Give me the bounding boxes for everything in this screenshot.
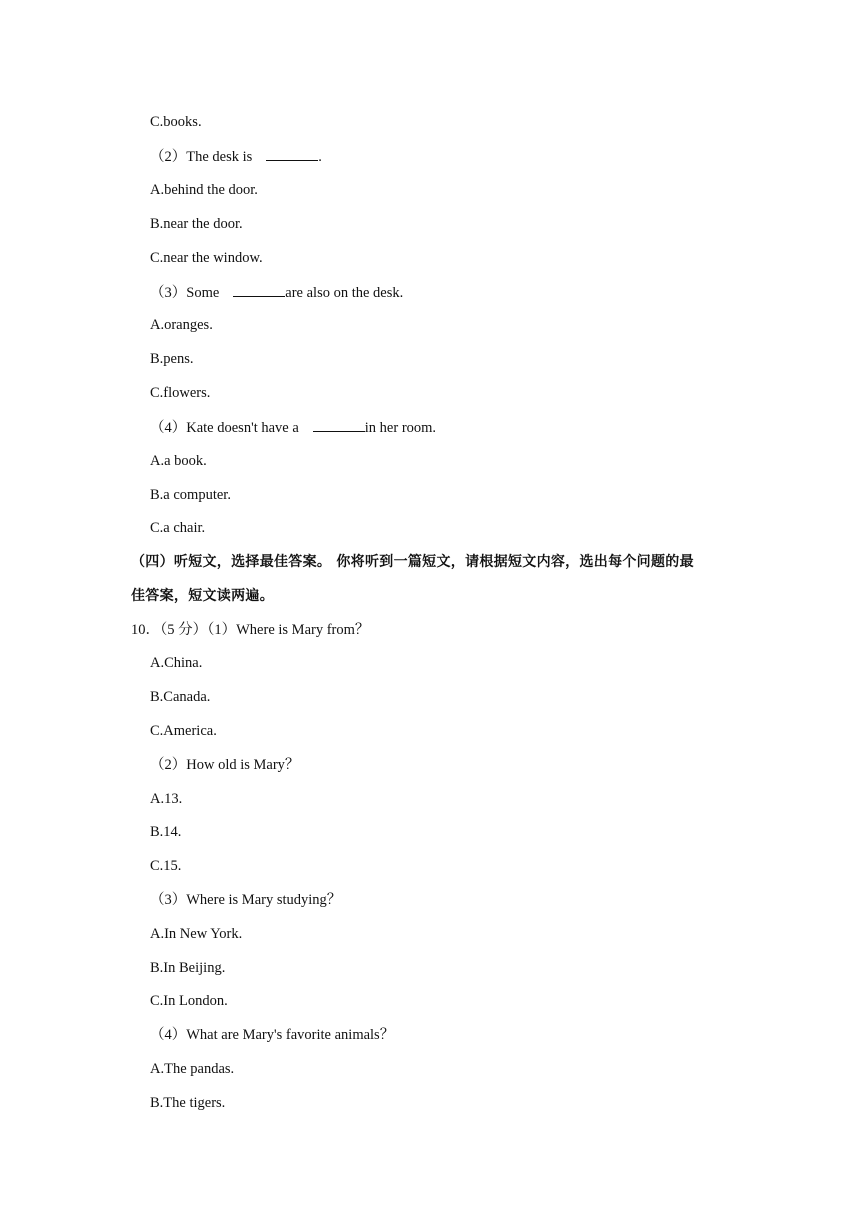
q10-sub2-option-a: A.13.: [150, 791, 183, 807]
q9-sub4-number: （4）: [150, 420, 187, 436]
q10-sub3-question: （3）Where is Mary studying？: [150, 892, 342, 908]
q9-sub2-option-c: C.near the window.: [150, 250, 263, 266]
q9-sub2-question: [150, 146, 322, 167]
q10-sub1-option-c: C.America.: [150, 723, 217, 739]
q9-sub3-question: [150, 282, 403, 303]
q9-sub2-number: （2）: [150, 149, 187, 165]
q9-sub2-text-before: The desk is: [186, 149, 253, 165]
q10-sub3-option-c: C.In London.: [150, 993, 228, 1009]
q9-sub3-option-a: A.oranges.: [150, 317, 213, 333]
q10-sub2-question: （2）How old is Mary？: [150, 757, 300, 773]
q9-sub4-option-c: C.a chair.: [150, 520, 206, 536]
q9-sub3-text-before: Some: [186, 285, 220, 301]
q10-header: 10．（5 分）（1）Where is Mary from？: [131, 622, 370, 638]
q9-sub1-option-c: C.books.: [150, 114, 202, 130]
answer-blank: [266, 146, 318, 161]
q10-sub4-option-b: B.The tigers.: [150, 1095, 226, 1111]
q10-sub3-option-a: A.In New York.: [150, 926, 243, 942]
q10-sub2-option-c: C.15.: [150, 858, 182, 874]
q9-sub4-option-b: B.a computer.: [150, 487, 231, 503]
q10-sub4-option-a: A.The pandas.: [150, 1061, 235, 1077]
section-heading-line2: 佳答案，短文读两遍。: [131, 588, 274, 604]
q9-sub3-option-c: C.flowers.: [150, 385, 211, 401]
q10-sub1-option-b: B.Canada.: [150, 689, 211, 705]
q9-sub3-option-b: B.pens.: [150, 351, 194, 367]
q10-sub1-option-a: A.China.: [150, 655, 203, 671]
q9-sub4-question: [150, 417, 436, 438]
q10-sub4-question: （4）What are Mary's favorite animals？: [150, 1027, 395, 1043]
q10-sub3-option-b: B.In Beijing.: [150, 960, 226, 976]
answer-blank: [233, 282, 285, 297]
q9-sub4-text-after: in her room.: [364, 420, 437, 436]
q9-sub2-option-a: A.behind the door.: [150, 182, 258, 198]
q9-sub3-text-after: are also on the desk.: [285, 285, 404, 301]
q9-sub2-option-b: B.near the door.: [150, 216, 243, 232]
section-heading-line1: （四）听短文，选择最佳答案。 你将听到一篇短文，请根据短文内容，选出每个问题的最: [131, 554, 694, 570]
q10-sub2-option-b: B.14.: [150, 824, 182, 840]
q9-sub4-option-a: A.a book.: [150, 453, 207, 469]
answer-blank: [313, 417, 365, 432]
q9-sub4-text-before: Kate doesn't have a: [186, 420, 299, 436]
q9-sub2-text-after: .: [318, 149, 322, 165]
q9-sub3-number: （3）: [150, 285, 187, 301]
